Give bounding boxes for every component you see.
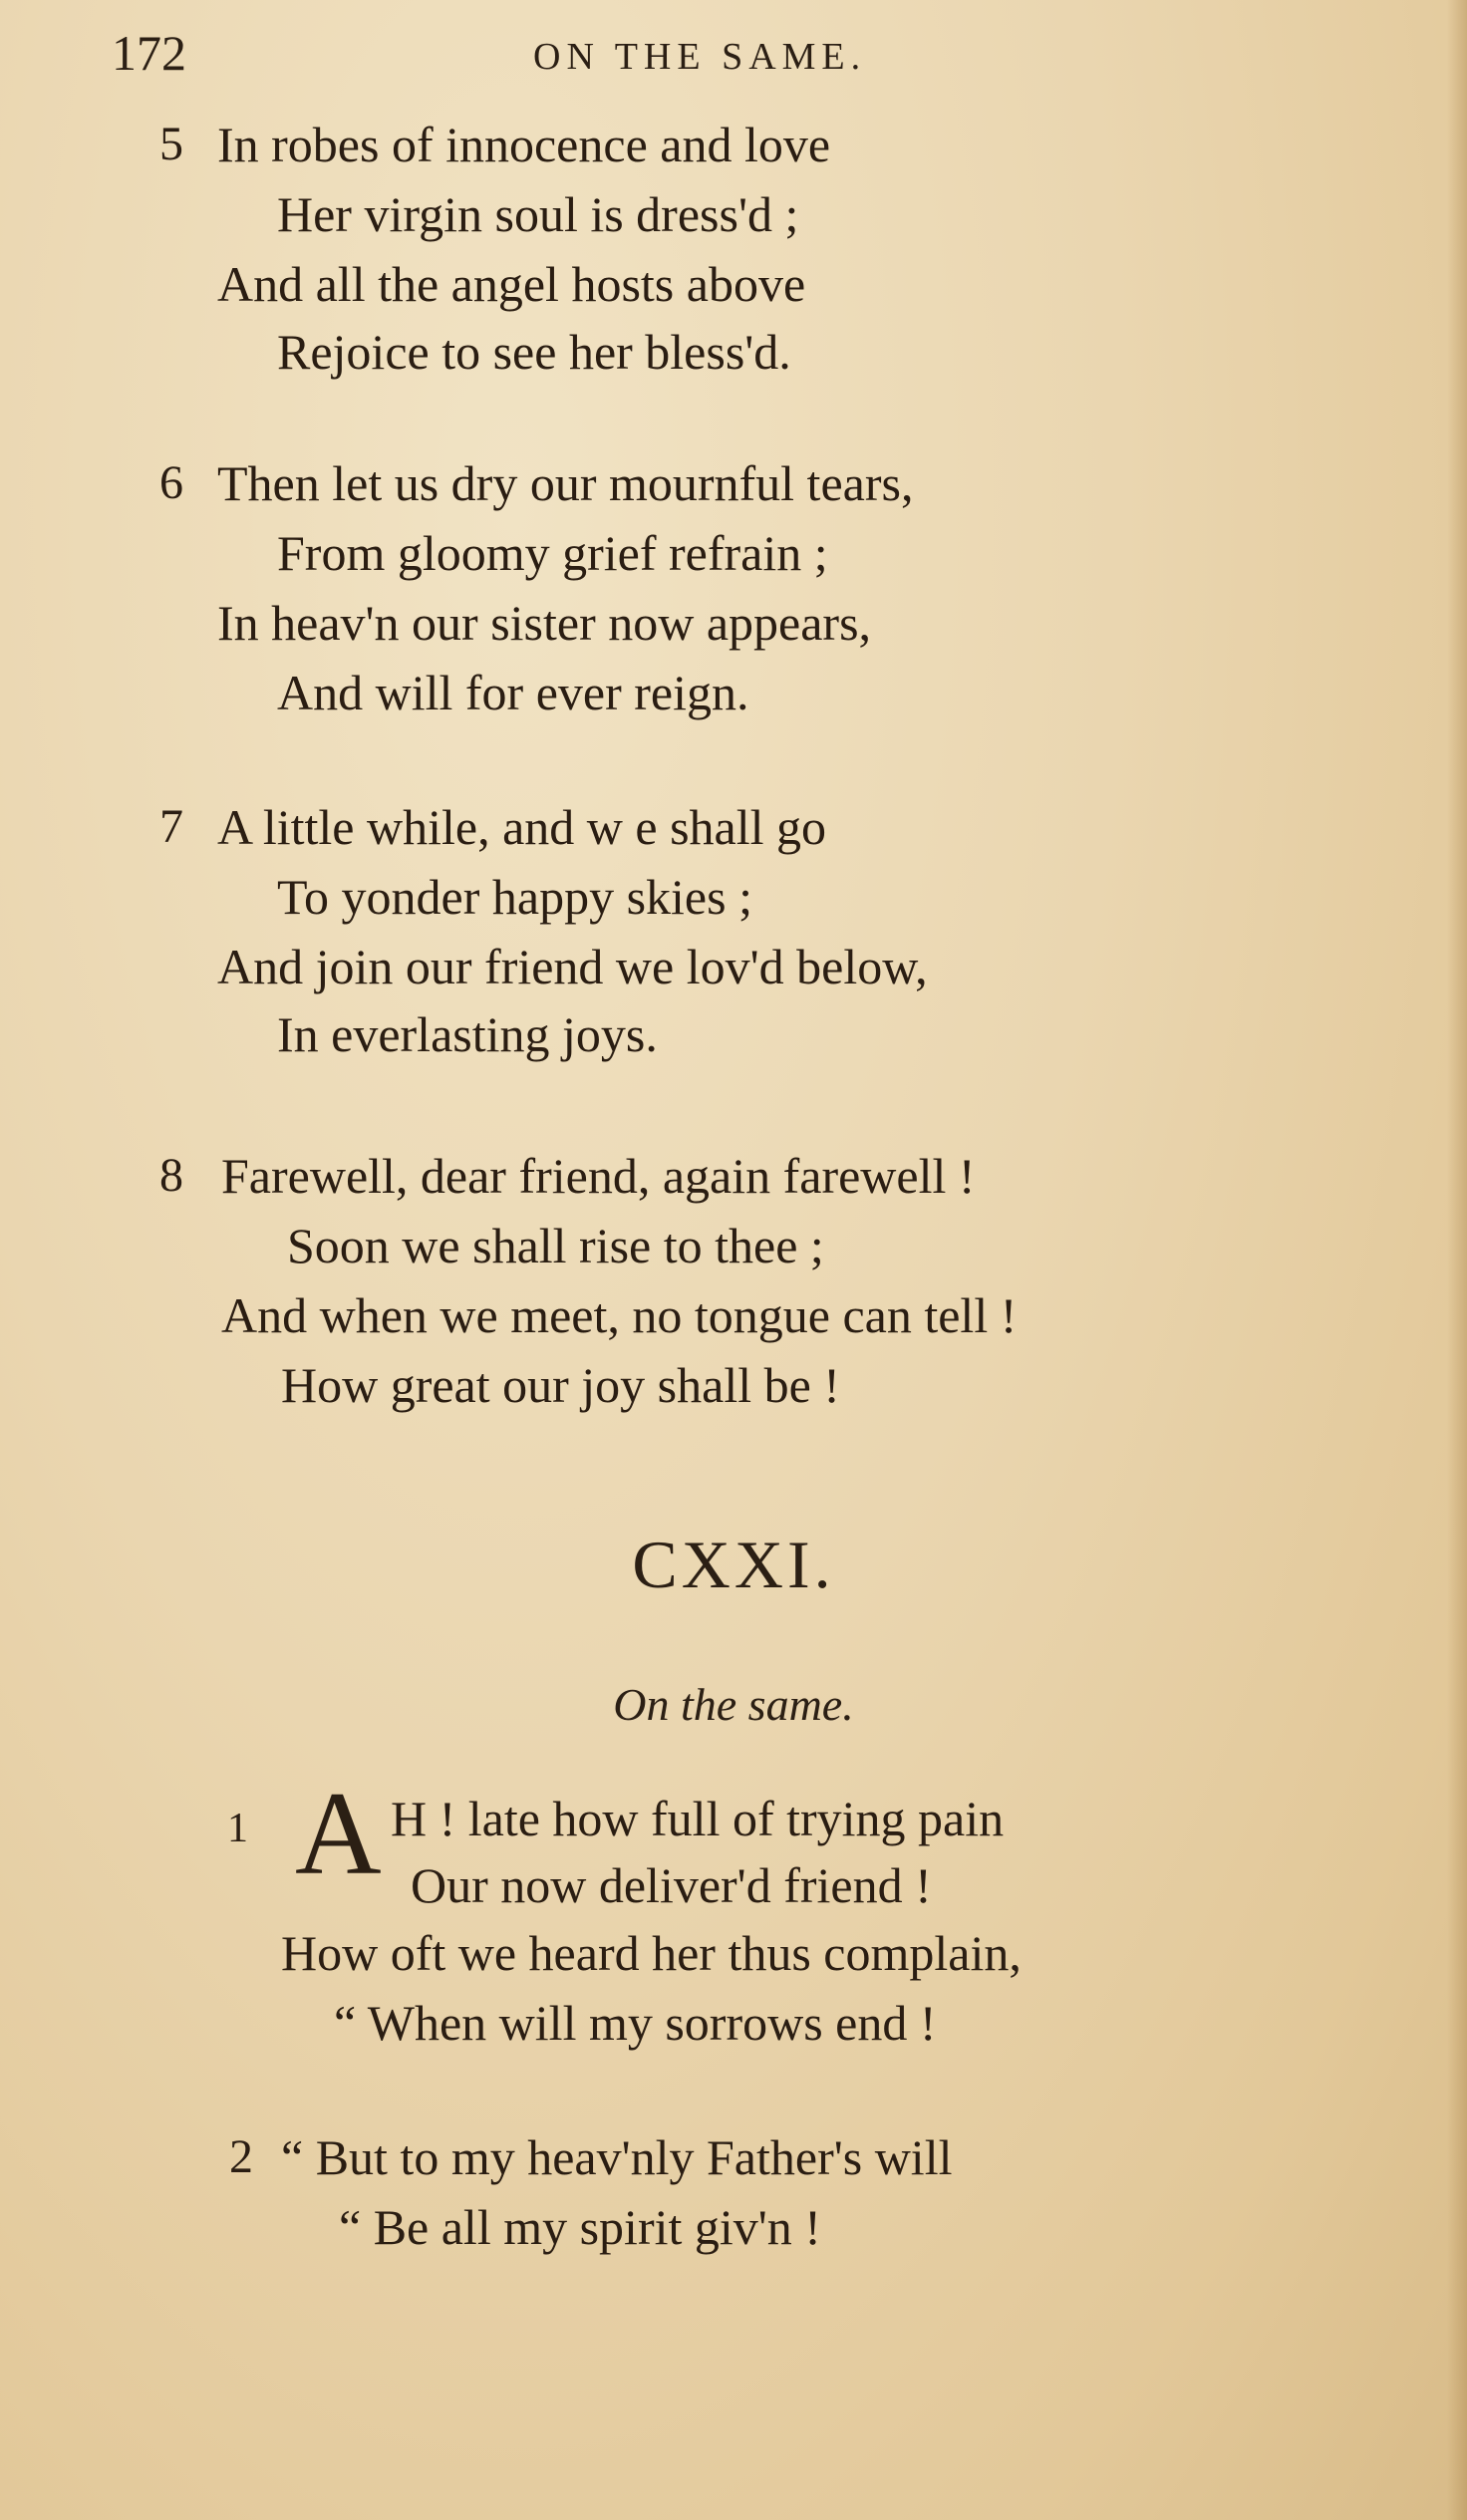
verse-line: “ When will my sorrows end ! — [334, 1995, 937, 2051]
verse-line: H ! late how full of trying pain — [391, 1791, 1005, 1846]
stanza-number: 5 — [159, 118, 183, 170]
stanza-number: 8 — [159, 1149, 183, 1202]
verse-line: From gloomy grief refrain ; — [277, 525, 828, 581]
verse-line: And when we meet, no tongue can tell ! — [221, 1287, 1018, 1343]
hymn-subtitle: On the same. — [613, 1679, 854, 1730]
verse-line: Soon we shall rise to thee ; — [287, 1218, 824, 1273]
verse-line: Our now deliver'd friend ! — [411, 1857, 932, 1913]
hymn-number: CXXI. — [632, 1527, 835, 1602]
verse-line: “ Be all my spirit giv'n ! — [339, 2199, 821, 2255]
verse-line: Rejoice to see her bless'd. — [277, 324, 791, 380]
page-edge-shadow — [1447, 0, 1467, 2520]
stanza-number: 2 — [229, 2130, 253, 2183]
verse-line: Her virgin soul is dress'd ; — [277, 186, 799, 242]
verse-line: How great our joy shall be ! — [281, 1357, 840, 1413]
verse-line: And will for ever reign. — [277, 665, 749, 720]
verse-line: How oft we heard her thus complain, — [281, 1925, 1022, 1981]
page-number: 172 — [112, 25, 186, 81]
verse-line: In robes of innocence and love — [217, 117, 831, 172]
stanza-number: 7 — [159, 800, 183, 853]
verse-line: To yonder happy skies ; — [277, 869, 752, 925]
verse-line: A little while, and w e shall go — [217, 799, 827, 855]
verse-line: Farewell, dear friend, again farewell ! — [221, 1148, 976, 1204]
drop-cap: A — [295, 1767, 382, 1899]
verse-line: Then let us dry our mournful tears, — [217, 455, 914, 511]
stanza-number: 6 — [159, 456, 183, 509]
verse-line: And all the angel hosts above — [217, 256, 806, 312]
verse-line: In heav'n our sister now appears, — [217, 595, 872, 651]
stanza-number: 1 — [227, 1806, 248, 1851]
verse-line: And join our friend we lov'd below, — [217, 939, 928, 994]
running-title: ON THE SAME. — [533, 36, 867, 78]
verse-line: In everlasting joys. — [277, 1006, 658, 1062]
verse-line: “ But to my heav'nly Father's will — [281, 2129, 953, 2185]
running-head — [0, 18, 1467, 88]
